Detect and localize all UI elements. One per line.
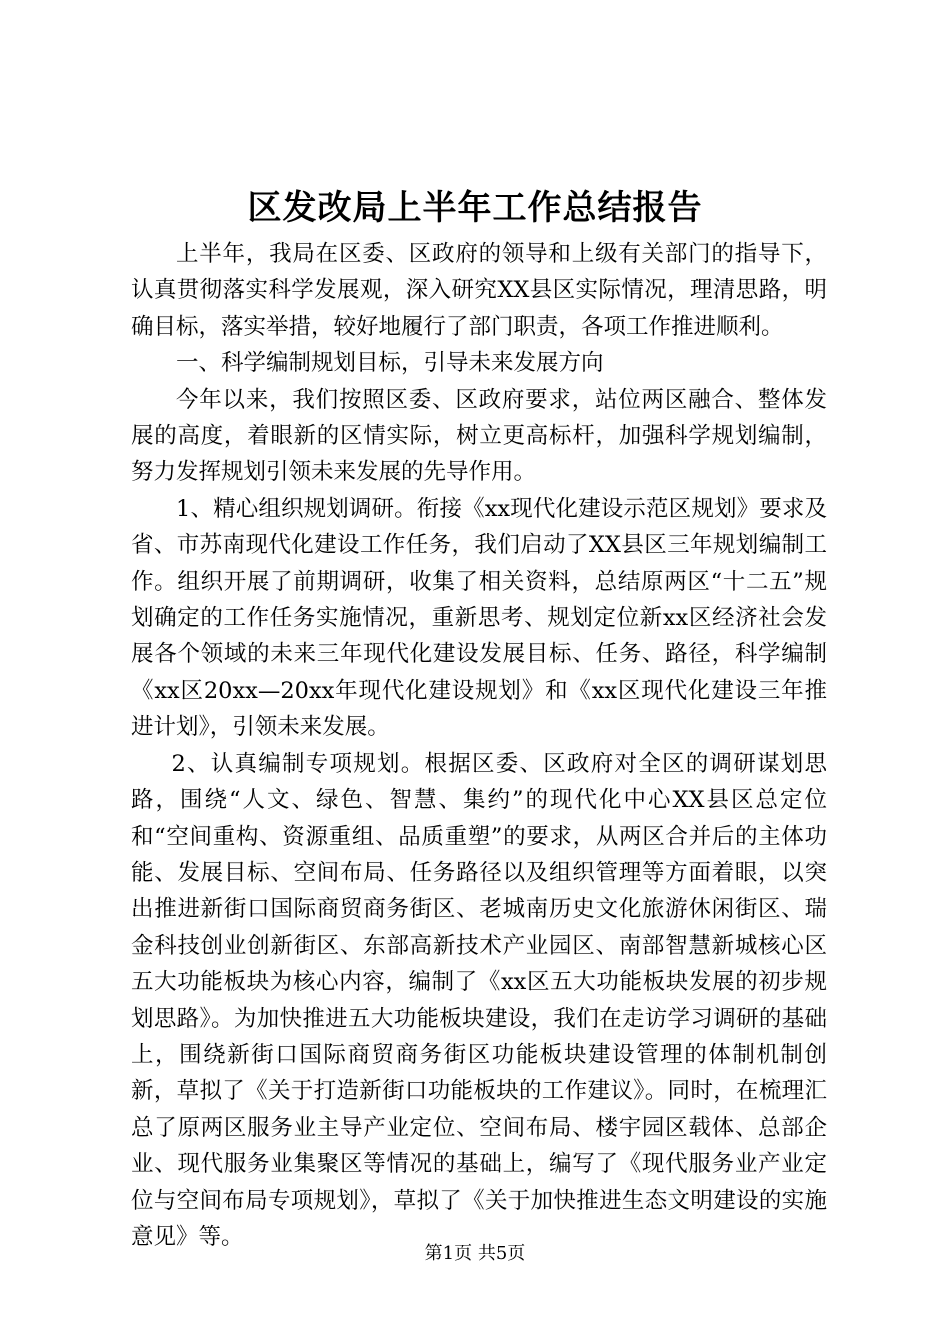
item-2-paragraph: 2、认真编制专项规划。根据区委、区政府对全区的调研谋划思路，围绕“人文、绿色、智慧、集约”的现代化中心XX县区总定位和“空间重构、资源重组、品质重塑”的要求，从两区合并后的主体功能、发展目标、空间布局、任务路径以及组织管理等方面着眼，以突出推进新街口国际商贸商务街区、老城南历史文化旅游休闲街区、瑞金科技创业创新街区、东部高新技术产业园区、南部智慧新城核心区五大功能板块为核心内容，编制了《xx区五大功能板块发展的初步规划思路》。为加快推进五大功能板块建设，我们在走访学习调研的基础上，围绕新街口国际商贸商务街区功能板块建设管理的体制机制创新，草拟了《关于打造新街口功能板块的工作建议》。同时，在梳理汇总了原两区服务业主导产业定位、空间布局、楼宇园区载体、总部企业、现代服务业集聚区等情况的基础上，编写了《现代服务业产业定位与空间布局专项规划》，草拟了《关于加快推进生态文明建设的实施意见》等。 [131,750,827,1250]
section-intro-paragraph: 今年以来，我们按照区委、区政府要求，站位两区融合、整体发展的高度，着眼新的区情实际，树立更高标杆，加强科学规划编制，努力发挥规划引领未来发展的先导作用。 [131,386,827,486]
document-body [131,236,827,1255]
intro-paragraph: 上半年，我局在区委、区政府的领导和上级有关部门的指导下，认真贯彻落实科学发展观，深入研究XX县区实际情况，理清思路，明确目标，落实举措，较好地履行了部门职责，各项工作推进顺利。 [131,241,827,340]
page-number-footer: 第1页 共5页 [424,1243,526,1264]
document-title: 区发改局上半年工作总结报告 [247,188,703,228]
section-heading: 一、科学编制规划目标，引导未来发展方向 [176,350,604,377]
item-1-paragraph: 1、精心组织规划调研。衔接《xx现代化建设示范区规划》要求及省、市苏南现代化建设工作任务，我们启动了XX县区三年规划编制工作。组织开展了前期调研，收集了相关资料，总结原两区“十二五”规划确定的工作任务实施情况，重新思考、规划定位新xx区经济社会发展各个领域的未来三年现代化建设发展目标、任务、路径，科学编制《xx区20xx—20xx年现代化建设规划》和《xx区现代化建设三年推进计划》，引领未来发展。 [131,495,827,741]
